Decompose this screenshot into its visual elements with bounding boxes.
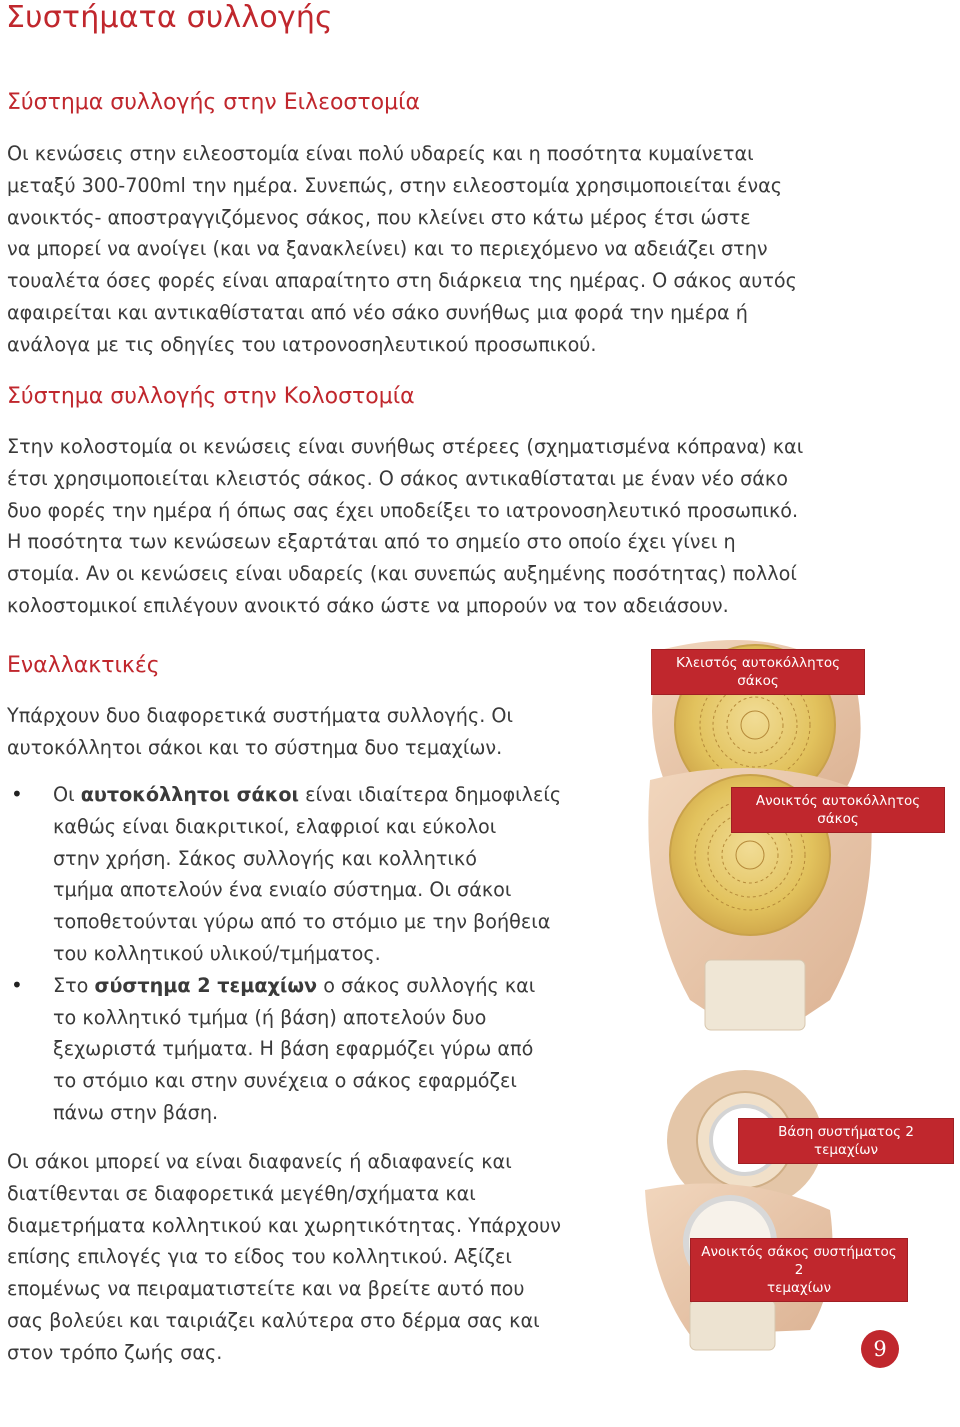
bullet-line: τοποθετούνται γύρω από το στόμιο με την βοήθεια xyxy=(53,910,551,934)
colostomy-line: κολοστομικοί επιλέγουν ανοικτό σάκο ώστε να μπορούν να τον αδειάσουν. xyxy=(7,593,729,617)
alternatives-intro xyxy=(7,700,627,764)
colostomy-line: Η ποσότητα των κενώσεων εξαρτάται από το σημείο στο οποίο έχει γίνει η xyxy=(7,530,736,554)
colostomy-heading: Σύστημα συλλογής στην Κολοστομία xyxy=(7,384,415,409)
ileostomy-paragraph xyxy=(7,138,947,361)
label-open-pouch: Ανοικτός αυτοκόλλητος σάκος xyxy=(731,787,945,833)
bullet-dot: • xyxy=(11,782,23,806)
ileostomy-line: να μπορεί να ανοίγει (και να ξανακλείνει) και το περιεχόμενο να αδειάζει στην xyxy=(7,237,768,261)
bullet-line: το κολλητικό τμήμα (ή βάση) αποτελούν δυο xyxy=(53,1005,487,1029)
closing-line: επίσης επιλογές για το είδος του κολλητικού. Αξίζει xyxy=(7,1245,512,1269)
bullet-line: το στόμιο και στην συνέχεια ο σάκος εφαρμόζει xyxy=(53,1069,517,1093)
closing-line: διατίθενται σε διαφορετικά μεγέθη/σχήματα και xyxy=(7,1181,476,1205)
colostomy-line: Στην κολοστομία οι κενώσεις είναι συνήθως στέρεες (σχηματισμένα κόπρανα) και xyxy=(7,435,804,458)
colostomy-line: δυο φορές την ημέρα ή όπως σας έχει υποδείξει το ιατρονοσηλευτικό προσωπικό. xyxy=(7,498,799,522)
bullet-line: πάνω στην βάση. xyxy=(53,1100,219,1124)
ileostomy-line: μεταξύ 300-700ml την ημέρα. Συνεπώς, στην ειλεοστομία χρησιμοποιείται ένας xyxy=(7,173,783,197)
closing-line: στον τρόπο ζωής σας. xyxy=(7,1340,223,1364)
bullet-bold-term: αυτοκόλλητοι σάκοι xyxy=(80,783,300,806)
closing-line: επομένως να πειραματιστείτε και να βρείτε αυτό που xyxy=(7,1277,525,1301)
alternatives-intro-line: αυτοκόλλητοι σάκοι και το σύστημα δυο τεμαχίων. xyxy=(7,735,503,759)
bullet-dot: • xyxy=(11,972,23,997)
ileostomy-line: αφαιρείται και αντικαθίσταται από νέο σάκο συνήθως μια φορά την ημέρα ή xyxy=(7,300,748,324)
ileostomy-heading: Σύστημα συλλογής στην Ειλεοστομία xyxy=(7,90,421,115)
ileostomy-line: Οι κενώσεις στην ειλεοστομία είναι πολύ υδαρείς και η ποσότητα κυμαίνεται xyxy=(7,142,754,165)
bullet-line: ξεχωριστά τμήματα. Η βάση εφαρμόζει γύρω από xyxy=(53,1037,534,1061)
bullet-line: στην χρήση. Σάκος συλλογής και κολλητικό xyxy=(53,846,477,870)
bullet-two-piece xyxy=(7,970,627,1129)
colostomy-line: στομία. Αν οι κενώσεις είναι υδαρείς (και συνεπώς αυξημένης ποσότητας) πολλοί xyxy=(7,562,797,586)
bullet-line: καθώς είναι διακριτικοί, ελαφριοί και εύκολοι xyxy=(53,814,497,838)
bullet-self-adhesive xyxy=(7,779,627,970)
closing-line: σας βολεύει και ταιριάζει καλύτερα στο δέρμα σας και xyxy=(7,1308,540,1332)
label-two-piece-base: Βάση συστήματος 2 τεμαχίων xyxy=(738,1118,954,1164)
label-open-two-piece-pouch: Ανοικτός σάκος συστήματος 2 τεμαχίων xyxy=(690,1238,908,1302)
bullet-lead-line: Στο σύστημα 2 τεμαχίων ο σάκος συλλογής και xyxy=(53,973,536,997)
colostomy-line: έτσι χρησιμοποιείται κλειστός σάκος. Ο σάκος αντικαθίσταται με έναν νέο σάκο xyxy=(7,466,788,490)
colostomy-paragraph xyxy=(7,431,952,622)
bullet-lead-line: Οι αυτοκόλλητοι σάκοι είναι ιδιαίτερα δημοφιλείς xyxy=(53,783,562,806)
closing-line: διαμετρήματα κολλητικού και χωρητικότητας. Υπάρχουν xyxy=(7,1213,561,1237)
alternatives-bullet-list xyxy=(7,779,627,1129)
alternatives-heading: Εναλλακτικές xyxy=(7,653,160,678)
ileostomy-line: τουαλέτα όσες φορές είναι απαραίτητο στη διάρκεια της ημέρας. Ο σάκος αυτός xyxy=(7,269,797,293)
alternatives-intro-line: Υπάρχουν δυο διαφορετικά συστήματα συλλογής. Οι xyxy=(7,704,514,727)
ileostomy-line: ανοικτός- αποστραγγιζόμενος σάκος, που κλείνει στο κάτω μέρος έτσι ώστε xyxy=(7,205,751,229)
closing-paragraph xyxy=(7,1146,627,1369)
page-title: Συστήματα συλλογής xyxy=(6,0,333,35)
closing-line: Οι σάκοι μπορεί να είναι διαφανείς ή αδιαφανείς και xyxy=(7,1150,512,1173)
label-closed-pouch: Κλειστός αυτοκόλλητος σάκος xyxy=(651,649,865,695)
bullet-line: τμήμα αποτελούν ένα ενιαίο σύστημα. Οι σάκοι xyxy=(53,878,512,902)
bullet-line: του κολλητικού υλικού/τμήματος. xyxy=(53,941,381,965)
bullet-bold-term: σύστημα 2 τεμαχίων xyxy=(94,973,318,997)
ileostomy-line: ανάλογα με τις οδηγίες του ιατρονοσηλευτικού προσωπικού. xyxy=(7,332,597,356)
page-number: 9 xyxy=(861,1330,899,1368)
